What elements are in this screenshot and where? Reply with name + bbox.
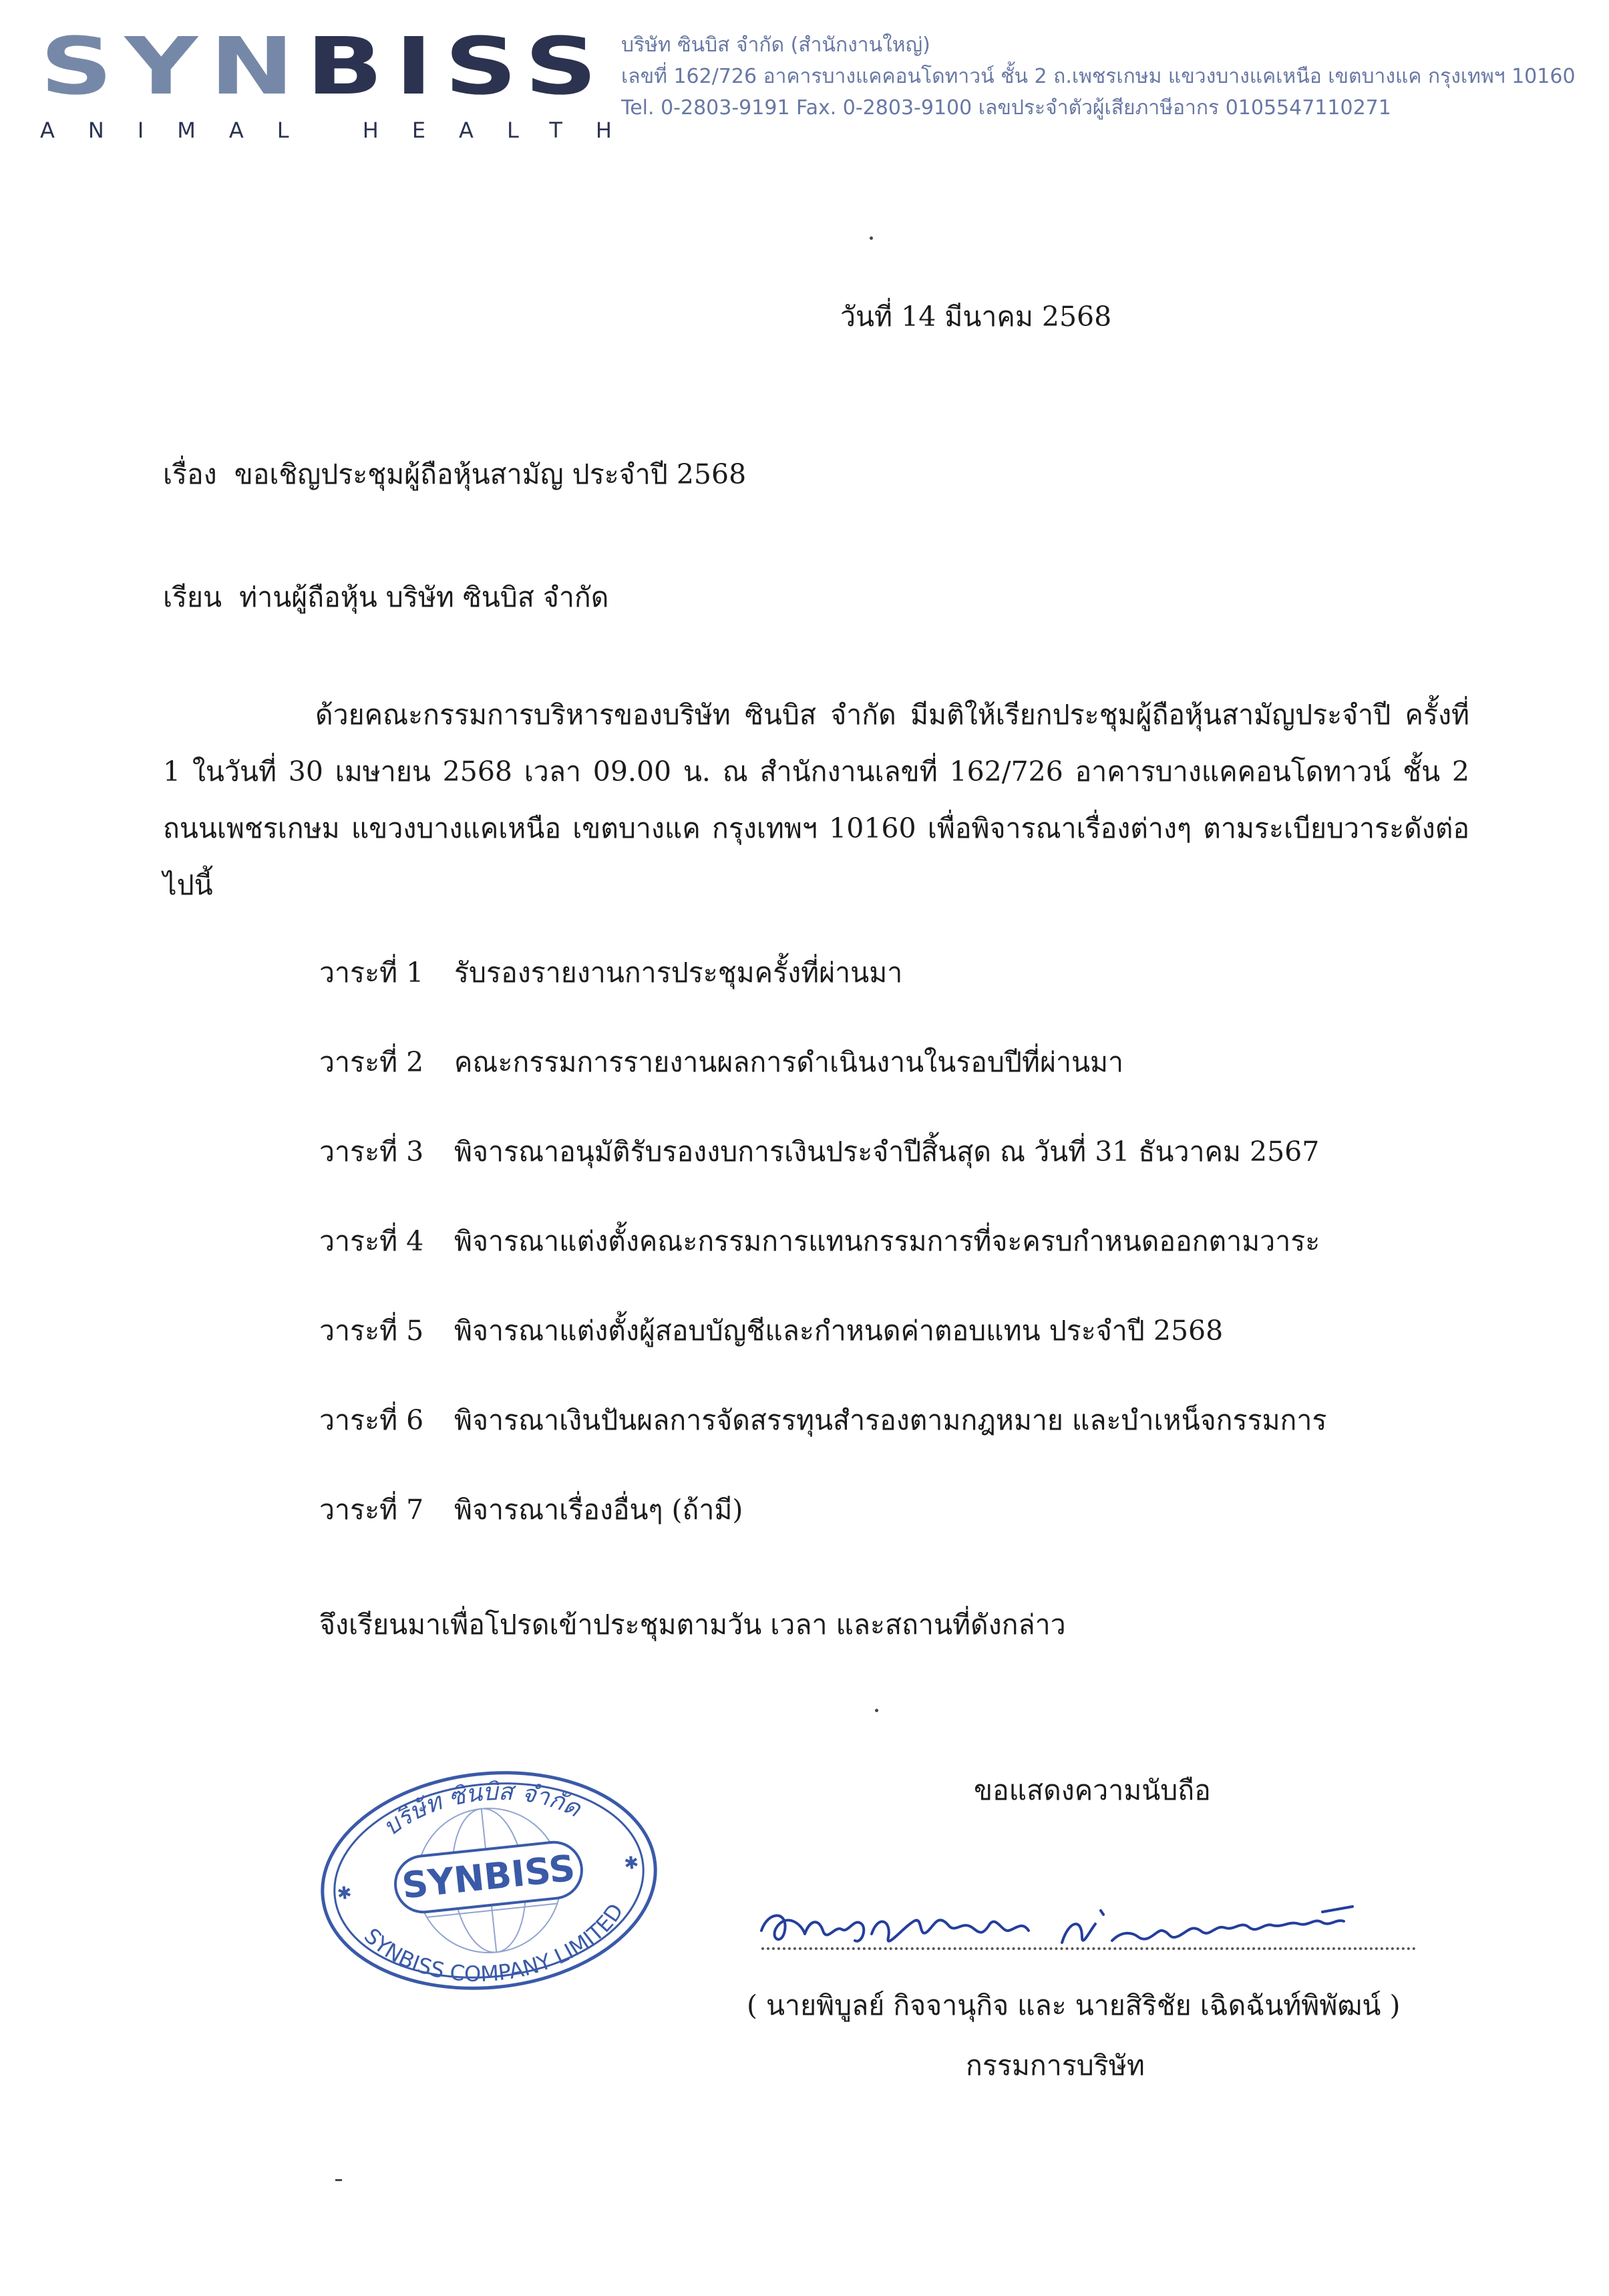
agenda-text: พิจารณาแต่งตั้งคณะกรรมการแทนกรรมการที่จะครบกำหนดออกตามวาระ [454, 1225, 1320, 1257]
signer-title: กรรมการบริษัท [966, 2049, 1145, 2082]
company-info [621, 29, 1576, 124]
agenda-item [319, 1309, 1223, 1353]
scan-speck [875, 1709, 878, 1712]
agenda-number: วาระที่ 6 [319, 1404, 424, 1436]
company-contact-line: Tel. 0-2803-9191 Fax. 0-2803-9100 เลขประจำตัวผู้เสียภาษีอากร 0105547110271 [621, 96, 1391, 120]
agenda-text: คณะกรรมการรายงานผลการดำเนินงานในรอบปีที่ผ่านมา [454, 1046, 1124, 1078]
agenda-text: พิจารณาเงินปันผลการจัดสรรทุนสำรองตามกฎหมาย และบำเหน็จกรรมการ [454, 1404, 1327, 1436]
agenda-number: วาระที่ 3 [319, 1136, 424, 1168]
agenda-item [319, 1488, 743, 1532]
recipient-line [163, 576, 608, 619]
recipient-text: ท่านผู้ถือหุ้น บริษัท ซินบิส จำกัด [239, 581, 609, 613]
letter-date: วันที่ 14 มีนาคม 2568 [840, 301, 1112, 333]
recipient-label: เรียน [163, 581, 222, 613]
company-address-line: เลขที่ 162/726 อาคารบางแคคอนโดทาวน์ ชั้น 2 ถ.เพชรเกษม แขวงบางแคเหนือ เขตบางแค กรุงเทพฯ 10160 [621, 65, 1576, 88]
closing-invitation: จึงเรียนมาเพื่อโปรดเข้าประชุมตามวัน เวลา และสถานที่ดังกล่าว [319, 1609, 1066, 1641]
agenda-item [319, 1130, 1319, 1174]
stamp-center-text: SYNBISS [399, 1846, 577, 1907]
stamp-star-icon: ✱ [336, 1882, 353, 1905]
signer-names: ( นายพิบูลย์ กิจจานุกิจ และ นายสิริชัย เฉิดฉันท์พิพัฒน์ ) [747, 1989, 1401, 2021]
scan-speck [870, 236, 873, 240]
subject-text: ขอเชิญประชุมผู้ถือหุ้นสามัญ ประจำปี 2568 [234, 458, 747, 490]
agenda-number: วาระที่ 7 [319, 1494, 424, 1526]
stamp-star-icon: ✱ [623, 1852, 640, 1874]
agenda-text: พิจารณาอนุมัติรับรองงบการเงินประจำปีสิ้นสุด ณ วันที่ 31 ธันวาคม 2567 [454, 1136, 1320, 1168]
scan-mark [335, 2179, 342, 2181]
agenda-item [319, 1220, 1320, 1263]
agenda-number: วาระที่ 4 [319, 1225, 424, 1257]
logo-subtitle: ANIMAL HEALTH [40, 118, 645, 143]
company-name-line: บริษัท ซินบิส จำกัด (สำนักงานใหญ่) [621, 33, 930, 57]
body-paragraph: ด้วยคณะกรรมการบริหารของบริษัท ซินบิส จำกัด มีมติให้เรียกประชุมผู้ถือหุ้นสามัญประจำปี ครั้งที่ 1 ในวันที่ 30 เมษายน 2568 เวลา 09.00 น. ณ สำนักงานเลขที่ 162/726 อาคารบางแคคอนโดทาวน์ ชั้น 2 ถนนเพชรเกษม แขวงบางแคเหนือ เขตบางแค กรุงเทพฯ 10160 เพื่อพิจารณาเรื่องต่างๆ ตามระเบียบวาระดังต่อไปนี้ [163, 699, 1469, 901]
agenda-text: พิจารณาแต่งตั้งผู้สอบบัญชีและกำหนดค่าตอบแทน ประจำปี 2568 [454, 1315, 1224, 1347]
regards-text: ขอแสดงความนับถือ [974, 1774, 1211, 1806]
agenda-item [319, 951, 902, 995]
logo-biss: BISS [306, 20, 610, 112]
agenda-text: รับรองรายงานการประชุมครั้งที่ผ่านมา [454, 957, 903, 989]
subject-line [163, 453, 746, 496]
subject-label: เรื่อง [163, 458, 217, 490]
company-stamp [315, 1764, 663, 1997]
agenda-number: วาระที่ 1 [319, 957, 424, 989]
logo-syn: SYN [40, 20, 307, 112]
company-logo [40, 20, 645, 143]
agenda-item [319, 1041, 1123, 1084]
agenda-number: วาระที่ 2 [319, 1046, 424, 1078]
stamp-bottom-text: SYNBISS COMPANY LIMITED [359, 1899, 629, 1987]
agenda-number: วาระที่ 5 [319, 1315, 424, 1347]
stamp-top-text: บริษัท ซินบิส จำกัด [377, 1778, 585, 1842]
handwritten-signatures [748, 1884, 1403, 1964]
agenda-item [319, 1399, 1326, 1442]
agenda-text: พิจารณาเรื่องอื่นๆ (ถ้ามี) [454, 1494, 743, 1526]
signature-line [761, 1947, 1416, 1950]
